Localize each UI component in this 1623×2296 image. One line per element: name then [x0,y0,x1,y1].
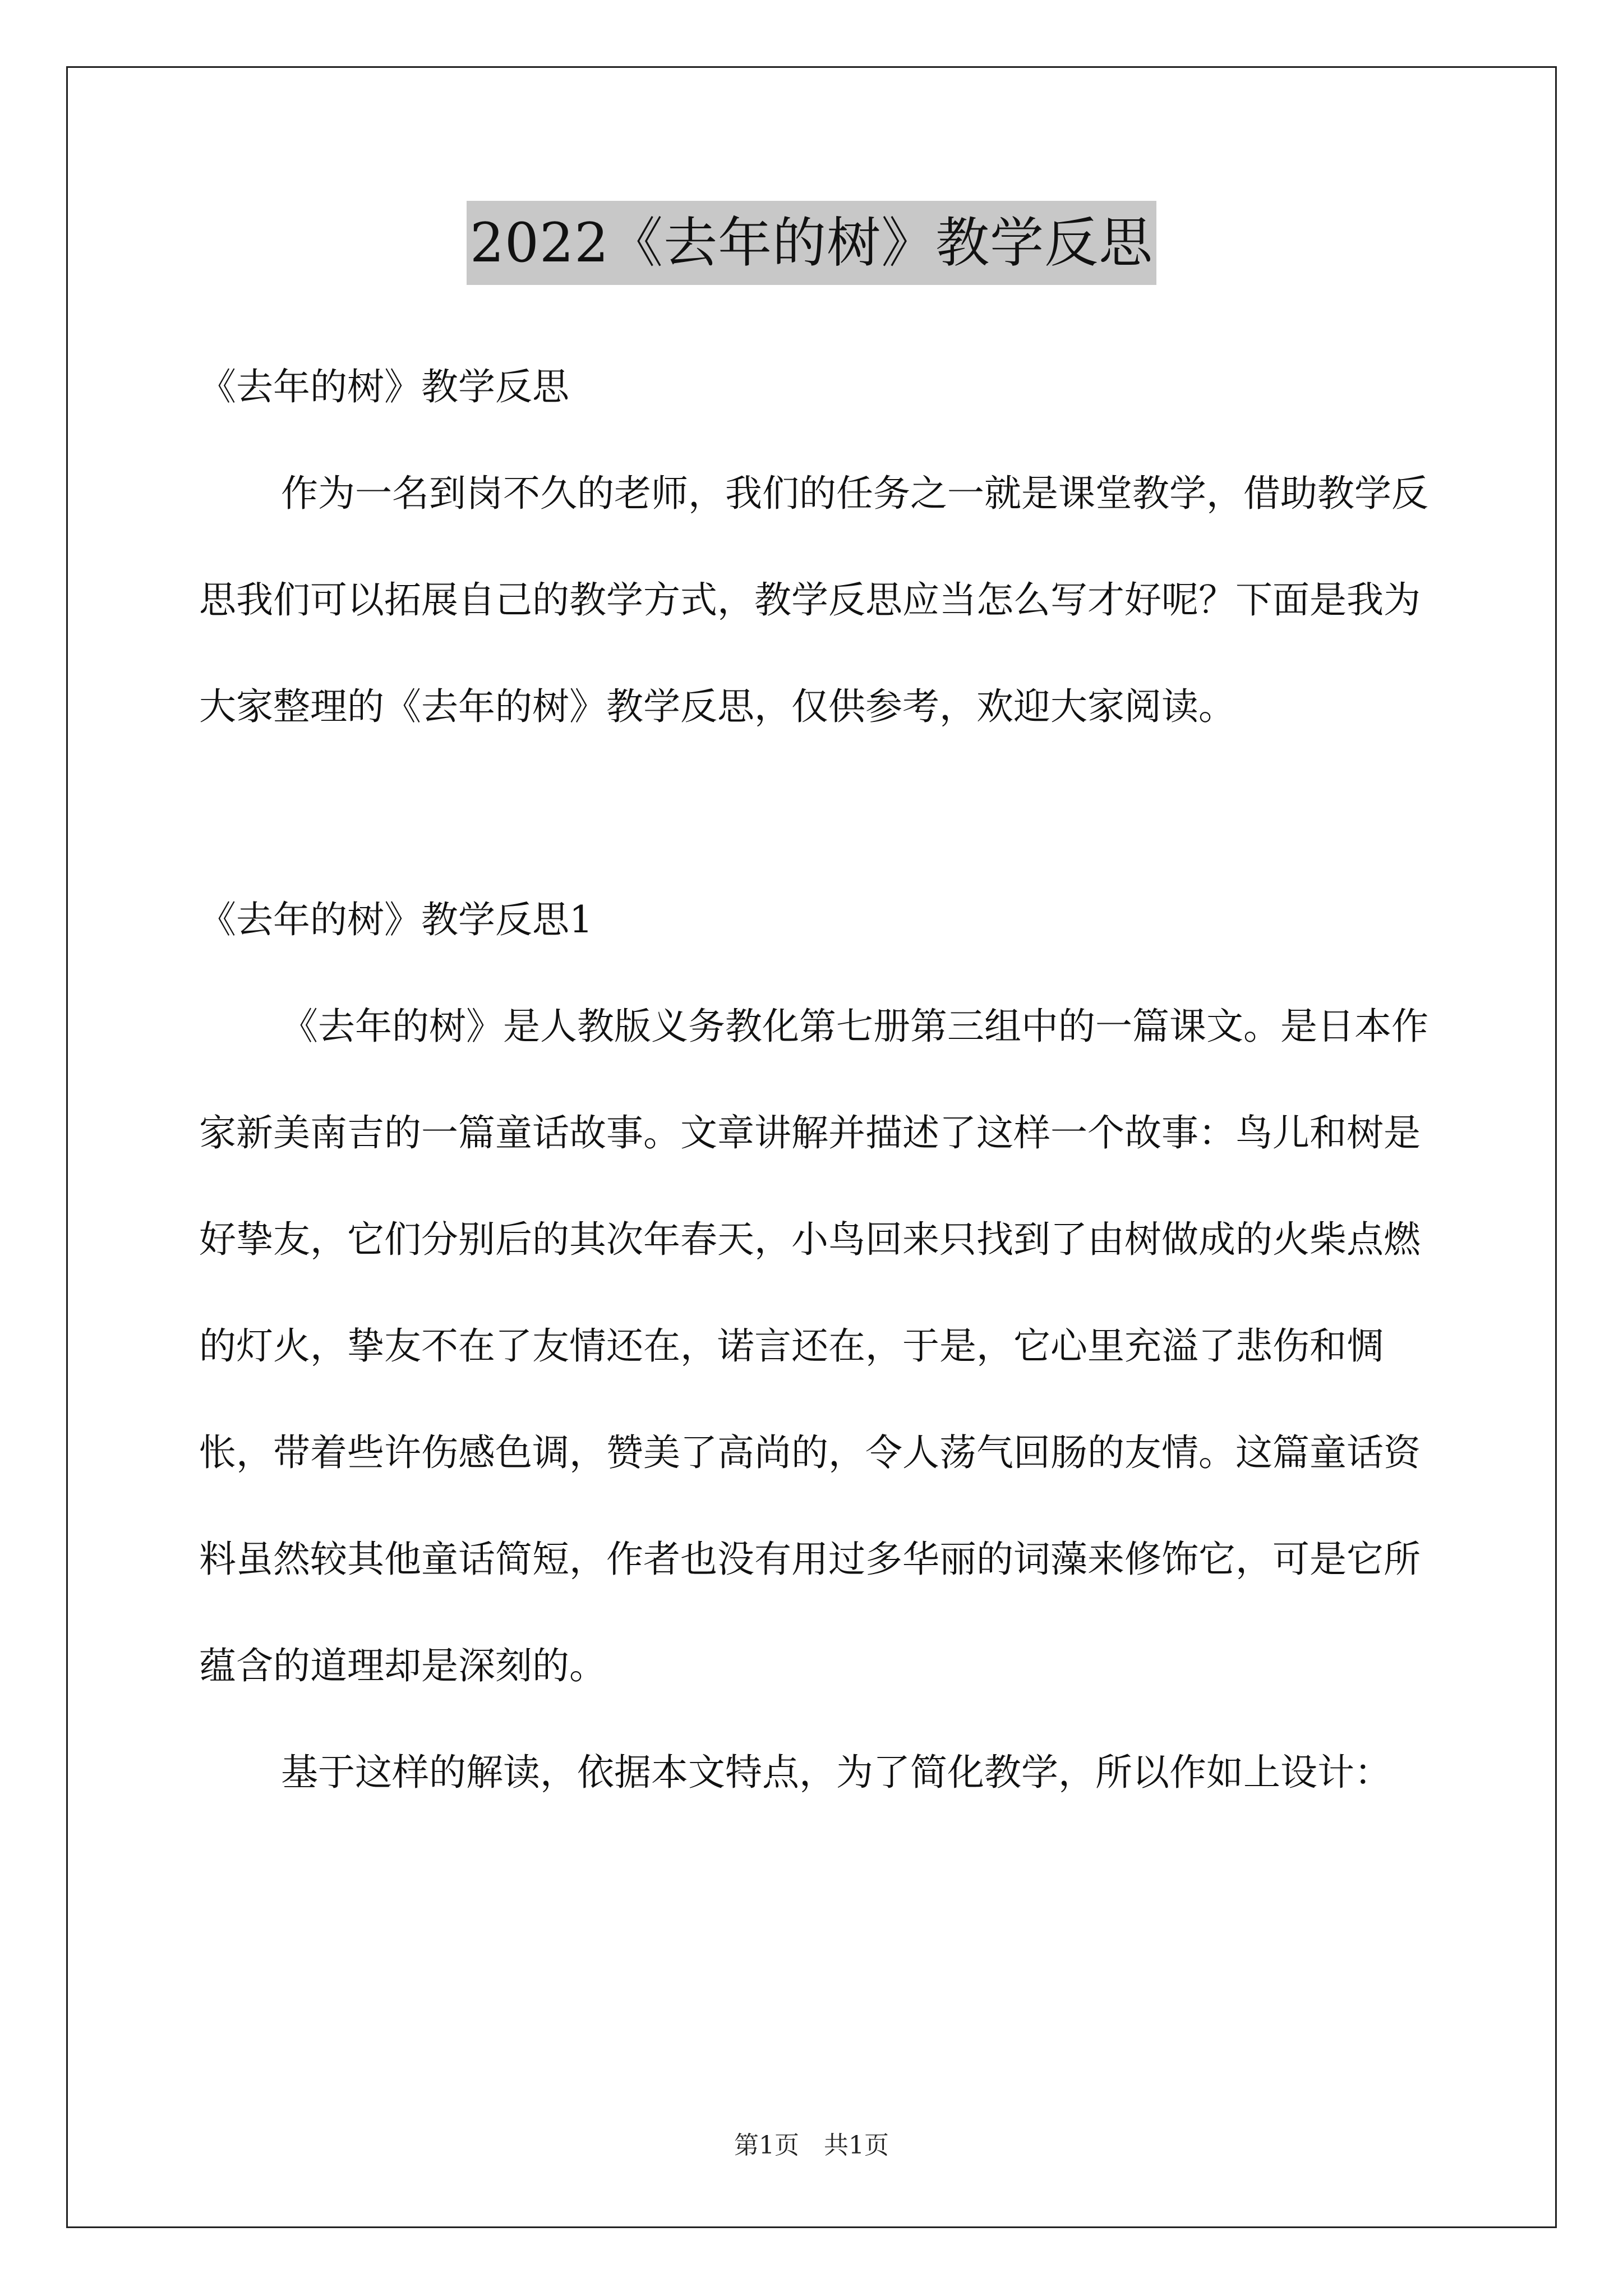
page-footer: 第1页 共1页 [734,2131,889,2160]
section-spacer [199,760,1438,867]
section-paragraph-1: 《去年的树》是人教版义务教化第七册第三组中的一篇课文。是日本作家新美南吉的一篇童话故事。文章讲解并描述了这样一个故事：鸟儿和树是好挚友，它们分别后的其次年春天，小鸟回来只找到了由树做成的火柴点燃的灯火，挚友不在了友情还在，诺言还在，于是，它心里充溢了悲伤和惆怅，带着些许伤感色调，赞美了高尚的，令人荡气回肠的友情。这篇童话资料虽然较其他童话简短，作者也没有用过多华丽的词藻来修饰它，可是它所蕴含的道理却是深刻的。 [199,1005,1428,1687]
section-paragraph-2: 基于这样的解读，依据本文特点，为了简化教学，所以作如上设计： [281,1751,1391,1794]
subtitle: 《去年的树》教学反思 [199,365,569,408]
document-title: 2022《去年的树》教学反思 [467,201,1156,285]
section-heading: 《去年的树》教学反思1 [199,898,593,941]
intro-paragraph: 作为一名到岗不久的老师，我们的任务之一就是课堂教学，借助教学反思我们可以拓展自己的教学方式，教学反思应当怎么写才好呢？下面是我为大家整理的《去年的树》教学反思，仅供参考，欢迎大家阅读。 [199,472,1428,728]
title-container [0,201,1623,285]
document-body [199,334,1438,1826]
